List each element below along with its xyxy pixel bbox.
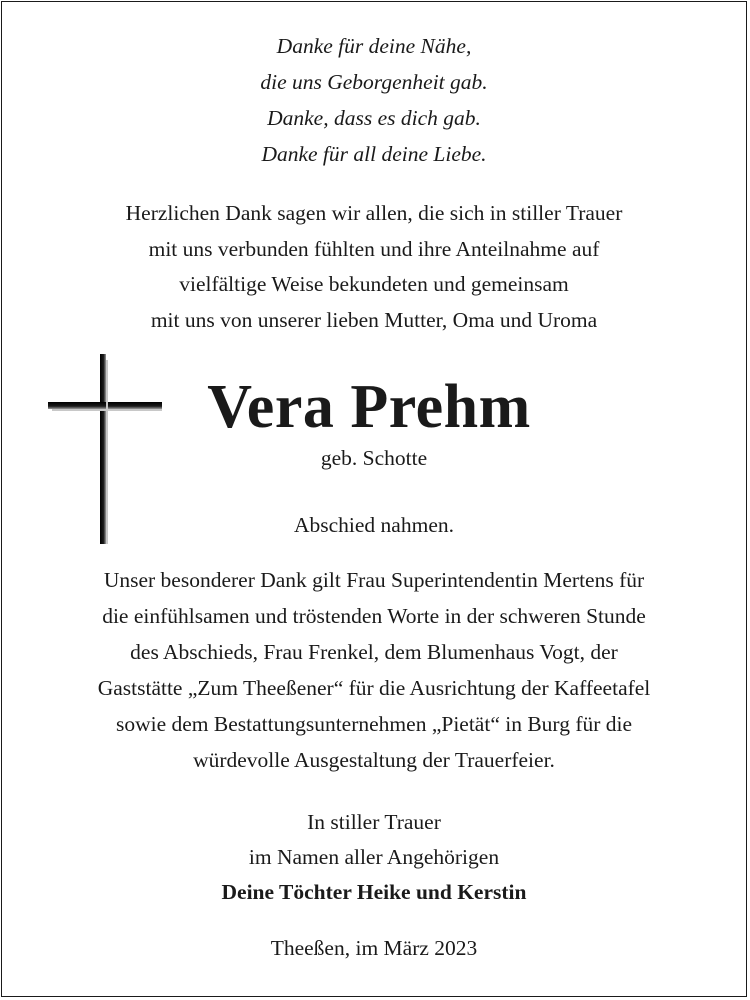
thanks-line: mit uns von unserer lieben Mutter, Oma und Uroma [150,307,598,332]
poem-line: Danke, dass es dich gab. [267,106,481,130]
poem-line: die uns Geborgenheit gab. [260,70,488,94]
maiden-name: geb. Schotte [320,446,428,470]
thanks-line: Herzlichen Dank sagen wir allen, die sich in stiller Trauer [125,201,623,225]
special-thanks-line: Unser besonderer Dank gilt Frau Superintendentin Mertens für [103,568,645,592]
closing-line: im Namen aller Angehörigen [248,845,500,869]
special-thanks-line: sowie dem Bestattungsunternehmen „Pietät“ in Burg für die [115,712,633,736]
poem [2,28,746,172]
deceased-name-text: Vera Prehm [207,373,531,441]
poem-line: Danke für all deine Liebe. [261,142,487,166]
farewell-text: Abschied nahmen. [293,513,454,537]
deceased-name [2,369,746,445]
obituary-notice [1,1,747,997]
thanks-line: vielfältige Weise bekundeten und gemeinsam [179,272,569,296]
signatories: Deine Töchter Heike und Kerstin [221,880,527,904]
closing-block [2,805,746,910]
special-thanks-line: die einfühlsamen und tröstenden Worte in der schweren Stunde [102,604,646,628]
place-date: Theeßen, im März 2023 [270,936,478,960]
special-thanks-line: würdevolle Ausgestaltung der Trauerfeier. [193,748,555,772]
special-thanks-line: des Abschieds, Frau Frenkel, dem Blumenhaus Vogt, der [130,640,618,664]
thanks-line: mit uns verbunden fühlten und ihre Anteilnahme auf [148,236,600,261]
special-thanks-paragraph [2,562,746,778]
thanks-paragraph [2,196,746,338]
closing-line: In stiller Trauer [307,810,441,834]
poem-line: Danke für deine Nähe, [276,34,472,58]
special-thanks-line: Gaststätte „Zum Theeßener“ für die Ausrichtung der Kaffeetafel [97,676,651,700]
